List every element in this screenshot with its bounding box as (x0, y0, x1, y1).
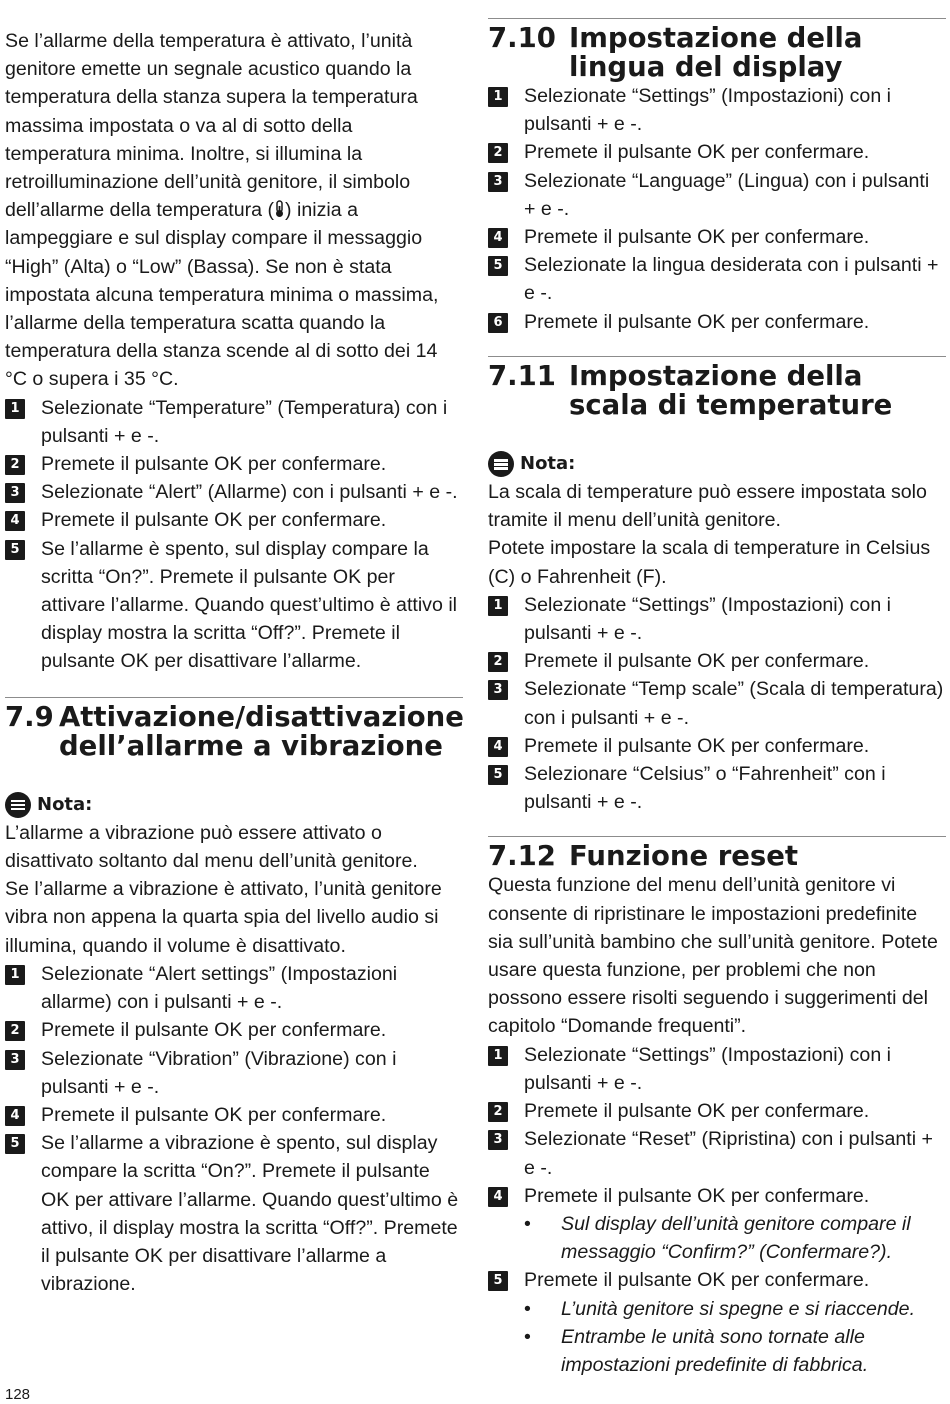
list-item: 4 Premete il pulsante OK per confermare. (488, 223, 946, 251)
note-text: L’allarme a vibrazione può essere attivato o disattivato soltanto dal menu dell’unità genitore. (5, 821, 418, 873)
step-number-badge: 4 (5, 511, 25, 531)
section-divider (488, 836, 946, 837)
section-heading-7-11: 7.11 Impostazione della scala di temperature (488, 359, 893, 421)
bullet-icon: • (524, 1212, 531, 1235)
list-item: 4 Premete il pulsante OK per confermare. (5, 506, 463, 534)
step-number-badge: 1 (488, 87, 508, 107)
list-item: 5 Selezionate la lingua desiderata con i pulsanti + e -. (488, 251, 946, 307)
list-item: 1 Selezionate “Temperature” (Temperatura) con i pulsanti + e -. (5, 394, 463, 450)
step-number-badge: 6 (488, 313, 508, 333)
list-item: 1 Selezionate “Alert settings” (Impostazioni allarme) con i pulsanti + e -. (5, 960, 463, 1016)
list-item: 1 Selezionate “Settings” (Impostazioni) con i pulsanti + e -. (488, 82, 946, 138)
result-item: • L’unità genitore si spegne e si riaccende. (524, 1295, 946, 1323)
section-heading-7-9: 7.9 Attivazione/disattivazione dell’allarme a vibrazione (5, 700, 464, 762)
section-body: Se l’allarme a vibrazione è attivato, l’unità genitore vibra non appena la quarta spia del livello audio si illumina, quando il volume è disattivato. (5, 878, 442, 957)
list-item: 3 Selezionate “Reset” (Ripristina) con i pulsanti + e -. (488, 1125, 946, 1181)
step-number-badge: 4 (488, 1187, 508, 1207)
section-divider (488, 18, 946, 19)
result-item: • Sul display dell’unità genitore compare il messaggio “Confirm?” (Confermare?). (524, 1210, 946, 1266)
note-icon (5, 792, 31, 818)
step-number-badge: 5 (488, 765, 508, 785)
step-number-badge: 4 (488, 228, 508, 248)
page-number: 128 (5, 1386, 31, 1403)
step-number-badge: 3 (5, 1050, 25, 1070)
step-number-badge: 5 (5, 540, 25, 560)
list-item: 2 Premete il pulsante OK per confermare. (488, 138, 946, 166)
section-body: Questa funzione del menu dell’unità genitore vi consente di ripristinare le impostazioni predefinite sia sull’unità bambino che sull’unità genitore. Potete usare questa funzione, per problemi che non possono essere risolti seguendo i suggerimenti del capitolo “Domande frequenti”. (488, 874, 938, 1038)
step-number-badge: 1 (488, 596, 508, 616)
list-item: 4 Premete il pulsante OK per confermare. (5, 1101, 463, 1129)
list-item: 2 Premete il pulsante OK per confermare. (488, 647, 946, 675)
list-item: 1 Selezionate “Settings” (Impostazioni) con i pulsanti + e -. (488, 1041, 946, 1097)
result-list (524, 1210, 946, 1266)
right-column (488, 0, 946, 1379)
step-number-badge: 2 (488, 652, 508, 672)
list-item: 3 Selezionate “Language” (Lingua) con i pulsanti + e -. (488, 167, 946, 223)
list-item: 6 Premete il pulsante OK per confermare. (488, 308, 946, 336)
step-number-badge: 4 (5, 1106, 25, 1126)
list-item: 5 Se l’allarme a vibrazione è spento, sul display compare la scritta “On?”. Premete il pulsante OK per attivare l’allarme. Quando quest’ultimo è attivo, il display mostra la scritta “Off?”. Premete il pulsante OK per disattivare l’allarme a vibrazione. (5, 1129, 463, 1298)
list-item: 3 Selezionate “Alert” (Allarme) con i pulsanti + e -. (5, 478, 463, 506)
step-number-badge: 2 (5, 455, 25, 475)
step-number-badge: 3 (488, 680, 508, 700)
step-number-badge: 3 (488, 172, 508, 192)
step-number-badge: 2 (488, 143, 508, 163)
thermometer-icon (274, 200, 285, 218)
section-body: Potete impostare la scala di temperature in Celsius (C) o Fahrenheit (F). (488, 537, 931, 588)
step-number-badge: 5 (488, 256, 508, 276)
step-number-badge: 3 (488, 1130, 508, 1150)
step-number-badge: 3 (5, 483, 25, 503)
language-steps (488, 82, 946, 336)
bullet-icon: • (524, 1325, 531, 1348)
step-number-badge: 1 (5, 399, 25, 419)
vibration-alarm-steps (5, 960, 463, 1298)
list-item: 5 Premete il pulsante OK per confermare. • L’unità genitore si spegne e si riaccende. • Entrambe le unità sono tornate alle impostazioni predefinite di fabbrica. (488, 1266, 946, 1379)
step-number-badge: 1 (488, 1046, 508, 1066)
result-item: • Entrambe le unità sono tornate alle impostazioni predefinite di fabbrica. (524, 1323, 946, 1379)
list-item: 1 Selezionate “Settings” (Impostazioni) con i pulsanti + e -. (488, 591, 946, 647)
list-item: 2 Premete il pulsante OK per confermare. (488, 1097, 946, 1125)
temperature-alarm-intro: Se l’allarme della temperatura è attivato, l’unità genitore emette un segnale acustico quando la temperatura della stanza supera la temperatura massima impostata o va al di sotto della temperatura minima. Inoltre, si illumina la retroilluminazione dell’unità genitore, il simbolo dell’allarme della temperatura ( ) inizia a lampeggiare e sul display compare il messaggio “High” (Alta) o “Low” (Bassa). Se non è stata impostata alcuna temperatura minima o massima, l’allarme della temperatura scatta quando la temperatura della stanza scende al di sotto dei 14 °C o supera i 35 °C. (5, 30, 439, 391)
list-item: 3 Selezionate “Vibration” (Vibrazione) con i pulsanti + e -. (5, 1045, 463, 1101)
temperature-scale-steps (488, 591, 946, 817)
step-number-badge: 1 (5, 965, 25, 985)
section-divider (5, 697, 463, 698)
list-item: 2 Premete il pulsante OK per confermare. (5, 1016, 463, 1044)
result-list (524, 1295, 946, 1380)
section-heading-7-10: 7.10 Impostazione della lingua del display (488, 22, 863, 83)
temperature-alarm-steps (5, 394, 463, 676)
section-heading-7-12: 7.12 Funzione reset (488, 840, 799, 873)
list-item: 5 Selezionare “Celsius” o “Fahrenheit” con i pulsanti + e -. (488, 760, 946, 816)
step-number-badge: 4 (488, 737, 508, 757)
note-icon (488, 451, 514, 477)
reset-steps (488, 1041, 946, 1379)
note-heading: Nota: (5, 791, 463, 819)
list-item: 5 Se l’allarme è spento, sul display compare la scritta “On?”. Premete il pulsante OK per attivare l’allarme. Quando quest’ultimo è attivo il display mostra la scritta “Off?”. Premete il pulsante OK per disattivare l’allarme. (5, 535, 463, 676)
list-item: 4 Premete il pulsante OK per confermare. (488, 732, 946, 760)
list-item: 4 Premete il pulsante OK per confermare. • Sul display dell’unità genitore compare il messaggio “Confirm?” (Confermare?). (488, 1182, 946, 1267)
step-number-badge: 2 (488, 1102, 508, 1122)
note-text: La scala di temperature può essere impostata solo tramite il menu dell’unità genitore. (488, 481, 927, 532)
list-item: 2 Premete il pulsante OK per confermare. (5, 450, 463, 478)
section-divider (488, 356, 946, 357)
left-column (5, 0, 463, 1298)
step-number-badge: 2 (5, 1021, 25, 1041)
note-heading: Nota: (488, 450, 946, 478)
step-number-badge: 5 (5, 1134, 25, 1154)
bullet-icon: • (524, 1297, 531, 1320)
step-number-badge: 5 (488, 1271, 508, 1291)
list-item: 3 Selezionate “Temp scale” (Scala di temperatura) con i pulsanti + e -. (488, 675, 946, 731)
